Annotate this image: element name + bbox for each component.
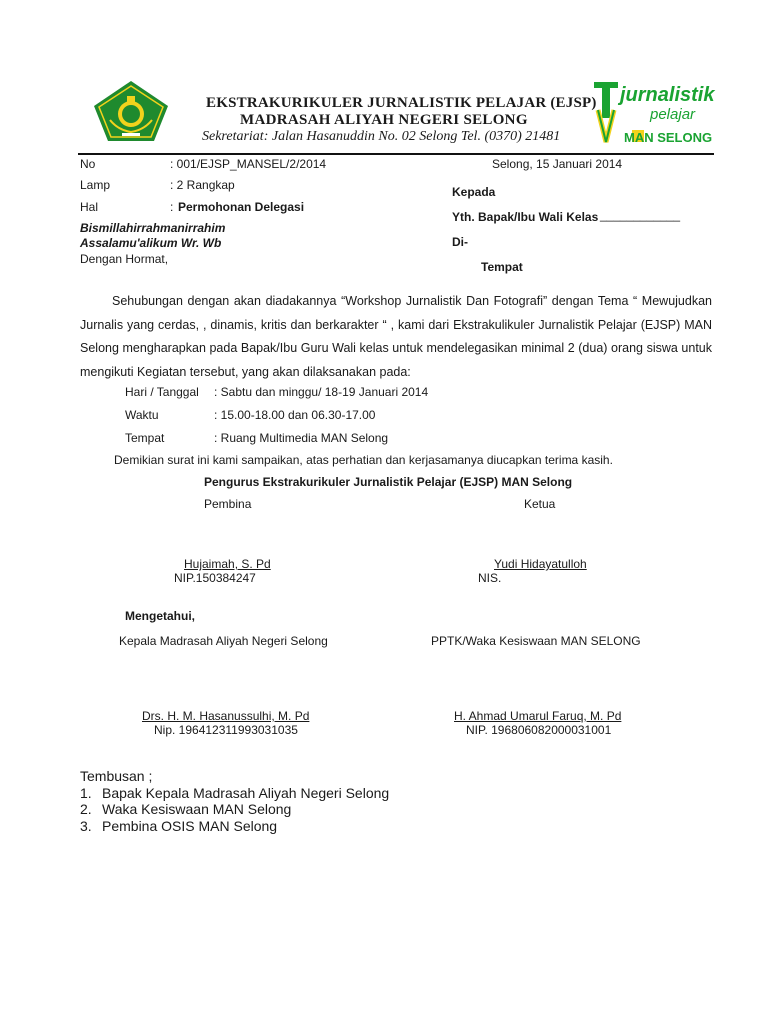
ketua-nis: NIS. xyxy=(478,571,502,585)
recipient-kepada: Kepada xyxy=(452,185,496,199)
waka-name: H. Ahmad Umarul Faruq, M. Pd xyxy=(454,709,622,723)
letterhead-subtitle: MADRASAH ALIYAH NEGERI SELONG xyxy=(240,112,528,128)
detail-label-hari: Hari / Tanggal xyxy=(125,385,199,399)
letterhead-address: Sekretariat: Jalan Hasanuddin No. 02 Selong Tel. (0370) 21481 xyxy=(202,129,561,144)
ejsp-logo-text-3: MAN SELONG xyxy=(624,130,713,145)
kemenag-logo xyxy=(92,80,170,142)
detail-value-waktu: : 15.00-18.00 dan 06.30-17.00 xyxy=(214,408,376,422)
bismillah: Bismillahirrahmanirrahim xyxy=(80,221,226,235)
no-label: No xyxy=(80,157,96,171)
ejsp-logo-text-2: pelajar xyxy=(650,106,696,123)
kepala-nip: Nip. 196412311993031035 xyxy=(154,723,298,737)
letter-date: Selong, 15 Januari 2014 xyxy=(492,157,623,171)
waka-role: PPTK/Waka Kesiswaan MAN SELONG xyxy=(431,634,641,648)
detail-label-tempat: Tempat xyxy=(125,431,165,445)
body-paragraph xyxy=(80,290,712,384)
salam: Assalamu'alikum Wr. Wb xyxy=(80,236,222,250)
hal-label: Hal xyxy=(80,200,99,214)
ketua-role: Ketua xyxy=(524,497,556,511)
detail-label-waktu: Waktu xyxy=(125,408,159,422)
waka-nip: NIP. 196806082000031001 xyxy=(466,723,612,737)
hal-value: Permohonan Delegasi xyxy=(178,200,305,214)
tembusan-num-1: 1. xyxy=(80,785,92,801)
detail-value-hari: : Sabtu dan minggu/ 18-19 Januari 2014 xyxy=(214,385,429,399)
tembusan-num-3: 3. xyxy=(80,818,92,834)
ketua-name: Yudi Hidayatulloh xyxy=(494,557,587,571)
pembina-name: Hujaimah, S. Pd xyxy=(184,557,271,571)
no-value: : 001/EJSP_MANSEL/2/2014 xyxy=(170,157,327,171)
lamp-value: : 2 Rangkap xyxy=(170,178,235,192)
tembusan-num-2: 2. xyxy=(80,801,92,817)
closing-sentence: Demikian surat ini kami sampaikan, atas perhatian dan kerjasamanya diucapkan terima kasih. xyxy=(114,453,613,467)
ejsp-logo-text-1: jurnalistik xyxy=(620,84,715,106)
recipient-tempat: Tempat xyxy=(481,260,523,274)
kepala-role: Kepala Madrasah Aliyah Negeri Selong xyxy=(119,634,328,648)
org-name: Pengurus Ekstrakurikuler Jurnalistik Pelajar (EJSP) MAN Selong xyxy=(204,475,573,489)
tembusan-title: Tembusan ; xyxy=(80,768,153,784)
pembina-role: Pembina xyxy=(204,497,252,511)
kemenag-emblem-icon xyxy=(92,80,170,142)
kepala-name: Drs. H. M. Hasanussulhi, M. Pd xyxy=(142,709,310,723)
detail-value-tempat: : Ruang Multimedia MAN Selong xyxy=(214,431,389,445)
recipient-di: Di- xyxy=(452,235,468,249)
lamp-label: Lamp xyxy=(80,178,111,192)
tembusan-item-2: Waka Kesiswaan MAN Selong xyxy=(102,801,292,817)
letterhead-title: EKSTRAKURIKULER JURNALISTIK PELAJAR (EJSP) xyxy=(206,95,597,111)
mengetahui: Mengetahui, xyxy=(125,609,196,623)
hal-colon: : xyxy=(170,200,174,214)
tembusan-item-3: Pembina OSIS MAN Selong xyxy=(102,818,278,834)
letterhead-divider xyxy=(78,153,714,155)
recipient-yth: Yth. Bapak/Ibu Wali Kelas xyxy=(452,210,599,224)
pembina-nip: NIP.150384247 xyxy=(174,571,256,585)
body-paragraph-text: Sehubungan dengan akan diadakannya “Workshop Jurnalistik Dan Fotografi” dengan Tema “ Mewujudkan Jurnalis yang cerdas, , dinamis, kritis dan berkarakter “ , kami dari Ekstrakulikuler Jurnalistik Pelajar (EJSP) MAN Selong mengharapkan pada Bapak/Ibu Guru Wali kelas untuk mendelegasikan minimal 2 (dua) orang siswa untuk mengikuti Kegiatan tersebut, yang akan dilaksanakan pada: xyxy=(80,294,712,379)
recipient-blank: ____________ xyxy=(600,208,681,222)
greeting-hormat: Dengan Hormat, xyxy=(80,252,169,266)
ejsp-logo xyxy=(592,80,715,148)
tembusan-item-1: Bapak Kepala Madrasah Aliyah Negeri Selong xyxy=(102,785,390,801)
